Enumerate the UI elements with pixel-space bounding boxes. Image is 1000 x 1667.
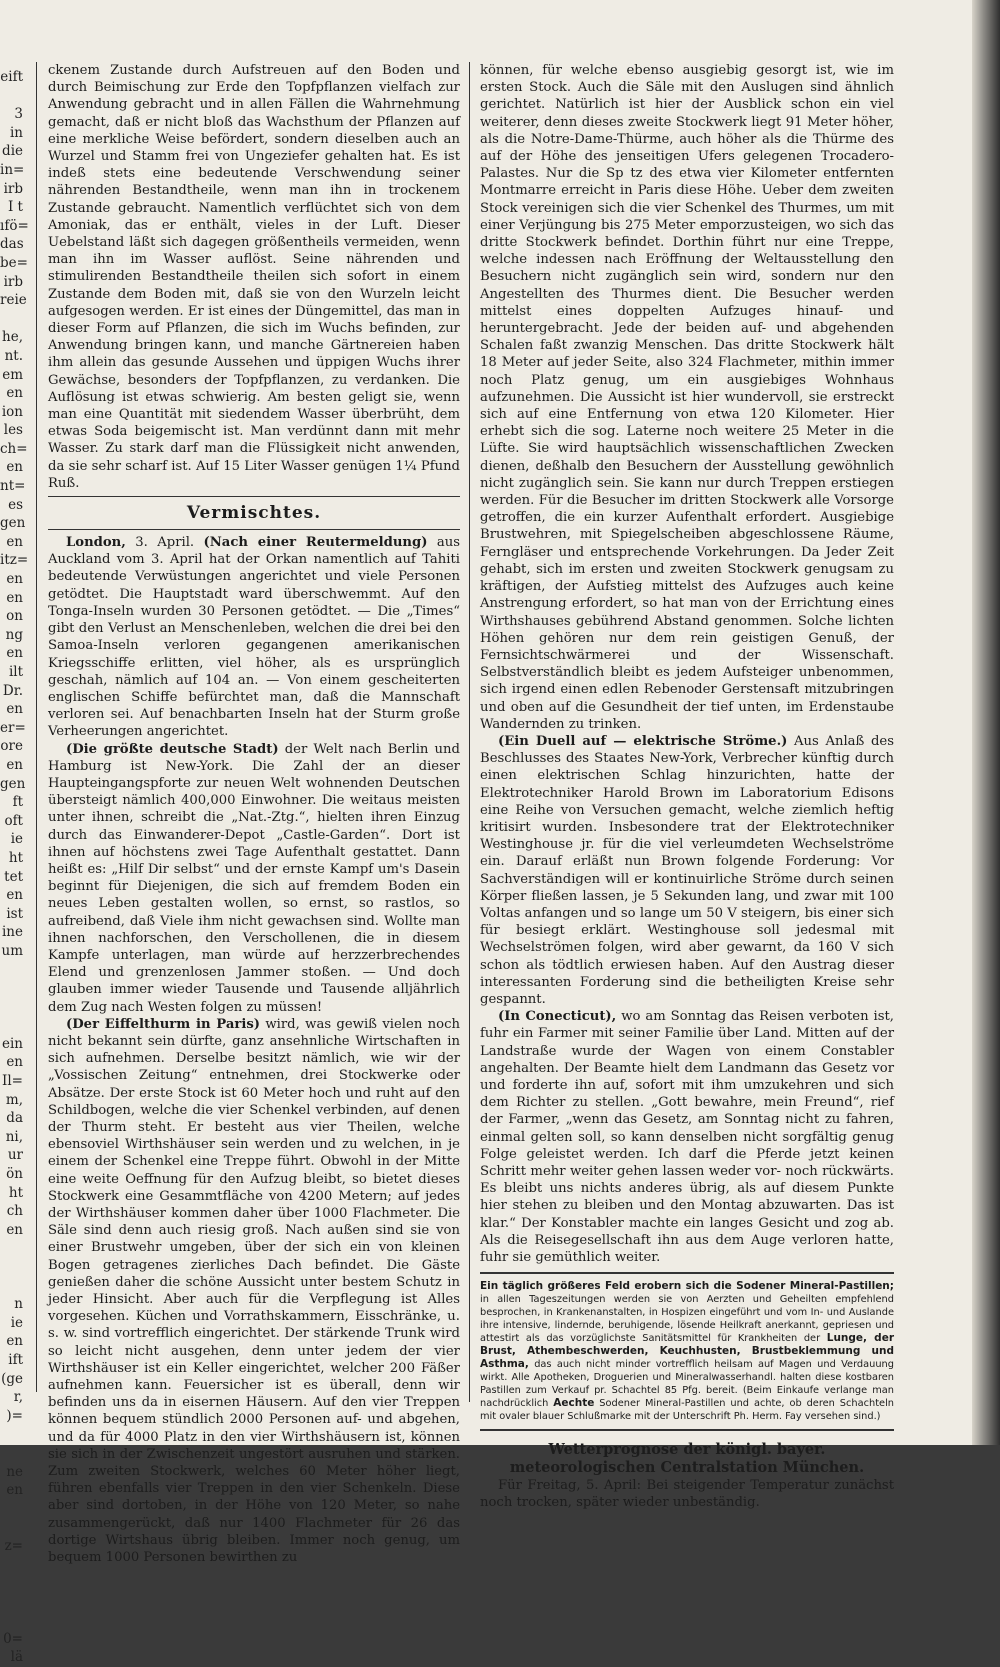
stub-line <box>0 961 26 980</box>
stub-line: lä <box>10 1649 23 1666</box>
stub-line: 0= <box>3 1630 23 1647</box>
fertilizer-paragraph: ckenem Zustande durch Aufstreuen auf den Boden und durch Beimischung zur Erde den Topfpflanzen vielfach zur Anwendung gebracht und in allen Fällen die Wahrnehmung gemacht, daß er nicht bloß das Wachsthum der Pflanzen auf eine merkliche Weise befördert, sondern dieselben auch an Wurzel und Stamm frei von Ungeziefer gehalten hat. Es ist indeß stets eine bedeutende Verschwendung seiner nährenden Bestandtheile, wenn man ihn in trockenem Zustande gebraucht. Namentlich verflüchtet sich von dem Amoniak, das er enthält, vieles in der Luft. Dieser Uebelstand läßt sich dagegen größentheils vermeiden, wenn man ihn im Wasser auflöst. Seine nährenden und stimulirenden Bestandtheile theilen sich sofort in einem Zustande dem Boden mit, daß sie von den Wurzeln leicht aufgesogen werden. Er ist eines der Düngemittel, das man in dieser Form auf Pflanzen, die sich im Wuchs befinden, zur Anwendung bringen kann, und manche Gärtnereien haben ihm allein das gesunde Aussehen und üppigen Wuchs ihrer Gewächse, besonders der Topfpflanzen, zu verdanken. Die Auflösung ist etwas schwierig. Am besten geligt sie, wenn man eine Quantität mit siedendem Wasser überbrüht, dem etwas Soda beigemischt ist. Man verdünnt dann mit mehr Wasser. Zu stark darf man die Flüssigkeit nicht anwenden, da sie sehr scharf ist. Auf 15 Liter Wasser genügen 1¼ Pfund Ruß. <box>48 63 460 491</box>
dateline-london: London, <box>66 535 126 551</box>
stub-line: Il= <box>2 1073 23 1090</box>
stub-line: itz= <box>0 552 29 569</box>
stub-line <box>0 1016 26 1035</box>
stub-line <box>0 310 26 329</box>
stub-line: tet <box>4 868 23 885</box>
stub-line: oft <box>4 812 23 829</box>
stub-line: ift <box>8 1351 23 1368</box>
divider <box>48 496 460 497</box>
ad-text: in allen Tageszeitungen werden sie von Aerzten und Geheilten empfehlend besprochen, in Krankenanstalten, in Hospizen eingeführt und vom In- und Auslande ihre intensive, lindernde, beruhigende, lösende Heilkraft anerkannt, gepriesen und attestirt als das vorzüglichste Sanitätsmittel für Krankheiten der <box>480 1294 894 1345</box>
stub-line <box>0 1239 26 1258</box>
stub-line: en <box>6 589 23 606</box>
article-eiffel-tower <box>48 1016 460 1567</box>
stub-line <box>0 1277 26 1296</box>
stub-line: nt. <box>4 347 23 364</box>
stub-line <box>0 1518 26 1537</box>
article-connecticut <box>480 1008 894 1266</box>
stub-line: da <box>6 1110 23 1127</box>
book-binding-edge <box>972 0 1000 1445</box>
stub-line: em <box>2 366 23 383</box>
ad-headline: Ein täglich größeres Feld erobern sich die Sodener Mineral-Pastillen; <box>480 1280 894 1293</box>
stub-line: n <box>14 1296 23 1313</box>
stub-line: en <box>6 1054 23 1071</box>
stub-line: I t <box>7 199 23 216</box>
left-column <box>48 62 460 1566</box>
stub-line: ine <box>1 924 23 941</box>
stub-line <box>0 87 26 106</box>
article-lead: (Der Eiffelthurm in Paris) <box>66 1016 261 1032</box>
stub-line: ni, <box>5 1128 23 1145</box>
article-lead: (In Conecticut), <box>498 1009 617 1025</box>
stub-line <box>0 1425 26 1444</box>
stub-line: ne <box>6 1463 23 1480</box>
stub-line: en <box>6 459 23 476</box>
stub-line: en <box>6 645 23 662</box>
stub-line: eift <box>0 69 23 85</box>
stub-line <box>0 1593 26 1612</box>
stub-line: en <box>6 571 23 588</box>
stub-line: irb <box>3 273 23 290</box>
stub-line: en <box>6 887 23 904</box>
stub-line: ön <box>6 1166 23 1183</box>
stub-line: z= <box>4 1537 23 1554</box>
ad-text: Sodener Mineral-Pastillen und achte, ob deren Schachteln mit ovaler blauer Schlußmarke mit der Unterschrift Ph. Herm. Fay versehen sind.) <box>480 1398 895 1423</box>
stub-line: ion <box>1 403 23 420</box>
stub-line: on <box>6 608 23 625</box>
stub-line: das <box>0 236 24 253</box>
stub-line: r, <box>13 1389 23 1406</box>
stub-line: ur <box>7 1147 23 1164</box>
stub-line <box>0 1574 26 1593</box>
stub-line: en <box>6 756 23 773</box>
stub-line <box>0 1444 26 1463</box>
stub-line: ie <box>10 831 23 848</box>
news-source: (Nach einer Reutermeldung) <box>203 535 428 551</box>
divider <box>480 1429 894 1431</box>
stub-line: ng <box>5 626 23 643</box>
stub-line <box>0 1500 26 1519</box>
stub-line: he, <box>2 329 23 346</box>
stub-line: in <box>9 124 23 141</box>
stub-line <box>0 979 26 998</box>
stub-line: en <box>6 701 23 718</box>
stub-line: nt= <box>0 478 26 495</box>
stub-line <box>0 1556 26 1575</box>
right-column <box>480 62 895 1511</box>
stub-line <box>0 1258 26 1277</box>
stub-line: in= <box>0 161 25 178</box>
stub-line: en <box>6 1333 23 1350</box>
stub-line <box>0 998 26 1017</box>
stub-line: ch <box>6 1203 23 1220</box>
weather-forecast-heading: Wetterprognose der königl. bayer. meteorologischen Centralstation München. <box>509 1441 865 1477</box>
article-text: aus Auckland vom 3. April hat der Orkan namentlich auf Tahiti bedeutende Verwüstungen angerichtet und viele Personen getödtet. Die Hauptstadt ward überschwemmt. Auf den Tonga-Inseln wurden 30 Personen getödtet. — Die „Times“ gibt den Verlust an Menschenleben, welchen die drei bei den Samoa-Inseln verloren gegangenen amerikanischen Kriegsschiffe erlitten, viel höher, als es ursprünglich geschah, nämlich auf 104 an. — Von einem gescheiterten englischen Schiffe befürchtet man, daß die Mannschaft verloren sei. Auf benachbarten Inseln hat der Sturm große Verheerungen angerichtet. <box>48 535 460 740</box>
stub-line: m, <box>5 1091 23 1108</box>
stub-line: reie <box>0 292 27 309</box>
stub-line: en <box>6 385 23 402</box>
divider <box>48 529 460 530</box>
stub-line: ht <box>8 849 23 866</box>
stub-line: er= <box>0 719 26 736</box>
ad-highlight: Aechte <box>553 1397 595 1410</box>
stub-line: gen <box>0 515 26 532</box>
stub-line: ft <box>12 794 23 811</box>
eiffel-continuation: können, für welche ebenso ausgiebig gesorgt ist, wie im ersten Stock. Auch die Säle mit den Auslugen sind ähnlich gerichtet. Natürlich ist hier der Ausblick schon ein viel weiterer, denn dieses zweite Stockwerk liegt 91 Meter höher, als die Notre-Dame-Thürme, auch höher als die Thürme des auf der Höhe des jenseitigen Ufers gelegenen Trocadero-Palastes. Nur die Sp tz des etwa vier Kilometer entfernten Montmarre erreicht in Paris diese Höhe. Ueber dem zweiten Stock vereinigen sich die vier Schenkel des Thurmes, um mit einer Verjüngung bis 275 Meter emporzusteigen, wo sich das dritte Stockwerk befindet. Dorthin führt nur eine Treppe, welche indessen nach Eröffnung der Weltausstellung den Besuchern nicht zugänglich sein wird, sondern nur den Angestellten des Thurmes dient. Die Besucher werden mittelst eines doppelten Aufzuges hinauf- und heruntergebracht. Jede der beiden auf- und abgehenden Schalen faßt zwanzig Menschen. Das dritte Stockwerk hält 18 Meter auf jeder Seite, also 324 Flachmeter, mithin immer noch Platz genug, um ein ausgiebiges Wohnhaus aufzunehmen. Die Aussicht ist hier wundervoll, sie erstreckt sich auf eine Entfernung von etwa 120 Kilometer. Hier erhebt sich die sog. Laterne noch weitere 25 Meter in die Lüfte. Sie wird hauptsächlich wissenschaftlichen Zwecken dienen, deßhalb den Besuchern der Ausstellung gewöhnlich nicht zugänglich sein. Sie kann nur durch Treppen erstiegen werden. Für die Besucher im dritten Stockwerk alle Vorsorge getroffen, die ein kurzer Aufenthalt erfordert. Ausgiebige Brustwehren, mit Spiegelscheiben abgeschlossene Räume, Ferngläser und entsprechende Vorkehrungen. Da Jeder Zeit gehabt, sich im ersten und zweiten Stockwerk genugsam zu kräftigen, der Aufstieg mittelst des Aufzuges auch keine Anstrengung erfordert, so hat man von der Errichtung eines Wirthshauses gebührend Abstand genommen. Solche lichten Höhen gehören nur dem rein geistigen Genuß, der Fernsichtschwärmerei und der Wissenschaft. Selbstverständlich bleibt es jedem Aufsteiger unbenommen, sich irgend einen edlen Rebenoder Gerstensaft mitzubringen und oben auf die Gesundheit der tief unten, im Erdenstaube Wandernden zu trinken. <box>480 63 894 732</box>
divider <box>480 1272 894 1274</box>
stub-line: ist <box>6 905 23 922</box>
article-text: der Welt nach Berlin und Hamburg ist New-York. Die Zahl der an dieser Haupteingangspforte zur neuen Welt wohnenden Deutschen übersteigt nämlich 400,000 Einwohner. Die weitaus meisten unter ihnen, schreibt die „Nat.-Ztg.“, hielten ihren Einzug durch das Einwanderer-Depot „Castle-Garden“. Dort ist ihnen auf höchstens zwei Tage Aufenthalt gestattet. Dann heißt es: „Hilf Dir selbst“ und der ernste Kampf um's Dasein beginnt für Diejenigen, die sich auf fremdem Boden ein neues Leben gestalten wollen, so ernst, so rastlos, so aufreibend, daß Viele ihm nicht gewachsen sind. Wollte man ihnen nachforschen, den Verschollenen, die in diesem Kampfe unterlagen, man würde auf herzzerbrechendes Elend und grenzenlosen Jammer stoßen. — Und doch glauben immer wieder Tausende und Tausende alljährlich dem Zug nach Westen folgen zu müssen! <box>48 741 460 1015</box>
article-largest-german-city <box>48 741 460 1016</box>
stub-line: ie <box>10 1314 23 1331</box>
stub-line: ht <box>8 1184 23 1201</box>
stub-line: um <box>1 942 23 959</box>
dateline-date: 3. April. <box>125 535 204 551</box>
stub-line: ch= <box>0 440 28 457</box>
stub-line: ıfö= <box>0 217 29 234</box>
stub-line: ilt <box>8 664 23 680</box>
article-text: wird, was gewiß vielen noch nicht bekannt sein dürfte, ganz ansehnliche Wirtschaften in sich aufnehmen. Derselbe besitzt nämlich, wie wir der „Vossischen Zeitung“ entnehmen, drei Stockwerke oder Absätze. Der erste Stock ist 60 Meter hoch und ruht auf den Schildbogen, welche die vier Schenkel verbinden, auf denen der Thurm steht. Er besteht aus vier Theilen, welche ebensoviel Wirthshäuser sein werden und zu welchen, in je einem der Schenkel eine Treppe führt. Obwohl in der Mitte eine weite Oeffnung für den Aufzug bleibt, so bietet dieses Stockwerk eine Gesammtfläche von 4200 Metern; auf jedes der Wirthshäuser kommen daher über 1000 Flachmeter. Die Säle sind denn auch riesig groß. Nach außen sind sie von einer Brustwehr umgeben, über der sich ein von kleinen Bogen getragenes zierliches Dach befindet. Die Gäste genießen daher die schöne Aussicht unter bestem Schutz in jeder Hinsicht. Aber auch für die Verpflegung ist Alles vorgesehen. Küchen und Vorrathskammern, Eisschränke, u. s. w. sind vortrefflich eingerichtet. Der stärkende Trunk wird so leicht nicht ausgehen, denn unter jedem der vier Wirthshäuser ist ein Keller eingerichtet, welcher 200 Fäßer aufnehmen kann. Feuersicher ist es überall, denn wir befinden uns da in eisernen Häusern. Auf den vier Treppen können bequem stündlich 2000 Personen auf- und abgehen, und da für 4000 Platz in den vier Wirthshäusern ist, können sie sich in der Zwischenzeit ungestört ausruhen und stärken. Zum zweiten Stockwerk, welches 60 Meter höher liegt, führen ebenfalls vier Treppen in den vier Schenkeln. Diese aber sind dortoben, in der Höhe von 120 Meter, so nahe zusammengerückt, daß nur 1400 Flachmeter für 26 das dortige Wirtshaus übrig bleiben. Immer noch genug, um bequem 1000 Personen bewirthen zu <box>48 1016 460 1566</box>
article-electric-duel <box>480 733 894 1008</box>
stub-line: ein <box>1 1035 23 1052</box>
stub-line: en <box>6 1482 23 1499</box>
stub-line <box>0 1611 26 1630</box>
stub-line: (ge <box>1 1370 23 1387</box>
stub-line: les <box>3 422 23 439</box>
article-text: wo am Sonntag das Reisen verboten ist, fuhr ein Farmer mit seiner Familie über Land. Mitten auf der Landstraße wurde der Wagen von einem Constabler angehalten. Der Beamte hielt dem Landmann das Gesetz vor und forderte ihn auf, sofort mit ihm umzukehren und sich dem Richter zu stellen. „Gott bewahre, mein Freund“, rief der Farmer, „wenn das Gesetz, am Sonntag nicht zu fahren, einmal gelten soll, so kann denselben nicht sorgfältig genug Folge geleistet werden. Ich darf die Pferde jetzt keinen Schritt mehr weiter gehen lassen weder vor- noch rückwärts. Es bleibt uns nichts anderes übrig, als auf diesem Punkte hier stehen zu bleiben und den Montag abzuwarten. Das ist klar.“ Der Konstabler machte ein langes Gesicht und zog ab. Als die Reisegesellschaft ihn aus dem Auge verloren hatte, fuhr sie gemüthlich weiter. <box>480 1009 894 1266</box>
stub-line: Dr. <box>2 682 23 699</box>
article-london <box>48 534 460 740</box>
ad-highlight: Lunge, der Brust, Athembeschwerden, Keuchhusten, Brustbeklemmung und Asthma, <box>480 1332 894 1371</box>
weather-forecast-text: Für Freitag, 5. April: Bei steigender Temperatur zunächst noch trocken, später wieder unbeständig. <box>480 1478 894 1511</box>
ad-text: das auch nicht minder vortrefflich heilsam auf Magen und Verdauung wirkt. Alle Apotheken, Droguerien und Mineralwasserhandl. halten diese kostbaren Pastillen zum Verkauf pr. Schachtel 85 Pfg. bereit. (Beim Einkaufe verlange man nachdrücklich <box>480 1359 894 1410</box>
stub-line: 3 <box>14 106 23 123</box>
stub-line: die <box>2 143 23 160</box>
section-heading-vermischtes: Vermischtes. <box>186 503 322 524</box>
article-text: Aus Anlaß des Beschlusses des Staates New-York, Verbrecher künftig durch einen elektrischen Schlag hinzurichten, hatte der Elektrotechniker Harold Brown im Laboratorium Edisons eine Reihe von Versuchen gemacht, welche ziemlich heftig kritisirt wurden. Insbesondere trat der Elektrotechniker Westinghouse jr. für die viel verleumdeten Wechselströme ein. Darauf erläßt nun Brown folgende Forderung: Vor Sachverständigen will er kontinuirliche Ströme durch seinen Körper fließen lassen, je 5 Sekunden lang, und zwar mit 100 Voltas anfangen und so lange um 50 V steigern, bis einer sich für besiegt erklärt. Westinghouse soll jedesmal mit Wechselströmen folgen, wird aber gewarnt, da 160 V sich schon als tödtlich erwiesen haben. Auf den Austrag dieser interessanten Forderung sind die betheiligten Kreise sehr gespannt. <box>480 733 894 1007</box>
advertisement-soden-pastilles <box>480 1280 894 1423</box>
article-lead: (Ein Duell auf — elektrische Ströme.) <box>498 733 788 749</box>
previous-page-column-stub <box>0 0 29 1666</box>
stub-line: irb <box>3 180 23 197</box>
stub-line: en <box>6 1221 23 1238</box>
stub-line: gen <box>0 775 26 792</box>
stub-line: be= <box>0 254 28 271</box>
column-rule-middle <box>469 62 470 1402</box>
stub-line: es <box>8 496 23 513</box>
column-rule-left <box>36 62 37 1392</box>
stub-line: )= <box>6 1407 23 1424</box>
stub-line: ore <box>0 738 23 755</box>
article-lead: (Die größte deutsche Stadt) <box>66 741 279 757</box>
stub-line: en <box>6 533 23 550</box>
